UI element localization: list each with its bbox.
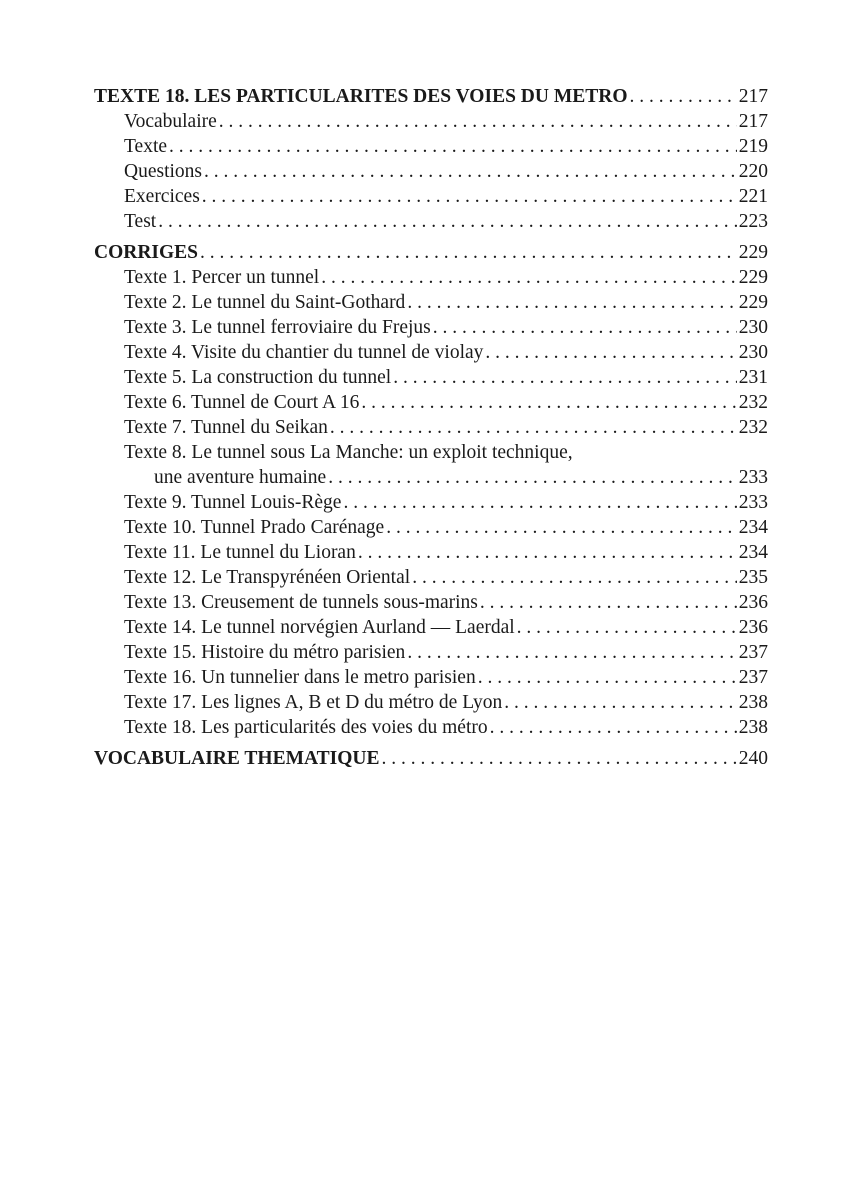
toc-entry-corrige-8-continued [94,465,768,490]
dot-leader [407,640,736,665]
toc-entry-page: 230 [738,342,768,363]
toc-entry-label: Texte 15. Histoire du métro parisien [124,642,406,663]
dot-leader [480,590,737,615]
toc-entry-corrige-5 [94,365,768,390]
toc-entry-label: Texte 1. Percer un tunnel [124,267,320,288]
toc-entry-label: VOCABULAIRE THEMATIQUE [94,748,380,769]
dot-leader [158,209,737,234]
dot-leader [433,315,737,340]
toc-entry-label: Questions [124,161,202,182]
dot-leader [343,490,736,515]
toc-entry-label: Texte 10. Tunnel Prado Carénage [124,517,385,538]
toc-entry-page: 220 [738,161,768,182]
dot-leader [361,390,736,415]
toc-entry-label: Texte 11. Le tunnel du Lioran [124,542,356,563]
toc-entry-label: Texte 6. Tunnel de Court A 16 [124,392,360,413]
toc-entry-label: Exercices [124,186,200,207]
toc-entry-corrige-13 [94,590,768,615]
toc-entry-label: Texte 17. Les lignes A, B et D du métro de Lyon [124,692,503,713]
dot-leader [219,109,737,134]
toc-entry-label: Texte 3. Le tunnel ferroviaire du Frejus [124,317,431,338]
dot-leader [358,540,737,565]
toc-entry-corrige-6 [94,390,768,415]
toc-entry-corrige-1 [94,265,768,290]
toc-entry-texte-18 [94,84,768,109]
dot-leader [169,134,737,159]
toc-entry-corrige-17 [94,690,768,715]
toc-entry-label: Texte 2. Le tunnel du Saint-Gothard [124,292,406,313]
toc-entry-page: 229 [738,242,768,263]
toc-entry-corrige-14 [94,615,768,640]
toc-entry-corrige-3 [94,315,768,340]
dot-leader [407,290,736,315]
toc-entry-questions [94,159,768,184]
toc-entry-page: 232 [738,392,768,413]
toc-entry-corrige-7 [94,415,768,440]
toc-entry-vocabulaire [94,109,768,134]
toc-entry-texte [94,134,768,159]
toc-entry-label: Texte 16. Un tunnelier dans le metro parisien [124,667,476,688]
toc-entry-corrige-2 [94,290,768,315]
toc-entry-page: 237 [738,667,768,688]
dot-leader [330,415,737,440]
toc-entry-page: 221 [738,186,768,207]
toc-entry-corrige-15 [94,640,768,665]
toc-entry-page: 238 [738,692,768,713]
toc-entry-label: Texte [124,136,168,157]
toc-entry-page: 229 [738,292,768,313]
dot-leader [504,690,736,715]
toc-entry-label: TEXTE 18. LES PARTICULARITES DES VOIES DU METRO [94,86,628,107]
toc-entry-corrige-9 [94,490,768,515]
toc-entry-page: 236 [738,617,768,638]
toc-entry-corrige-11 [94,540,768,565]
toc-entry-label: Texte 8. Le tunnel sous La Manche: un exploit technique, [124,442,573,463]
toc-entry-page: 230 [738,317,768,338]
dot-leader [200,240,737,265]
toc-entry-page: 234 [738,517,768,538]
table-of-contents [94,84,768,771]
toc-entry-vocabulaire-thematique [94,746,768,771]
toc-entry-corrige-8 [94,440,768,465]
toc-entry-label: Texte 7. Tunnel du Seikan [124,417,328,438]
toc-entry-label: Texte 5. La construction du tunnel [124,367,392,388]
toc-entry-corrige-12 [94,565,768,590]
toc-entry-page: 233 [738,467,768,488]
dot-leader [386,515,737,540]
toc-entry-page: 223 [738,211,768,232]
toc-entry-corrige-10 [94,515,768,540]
dot-leader [202,184,737,209]
toc-entry-label: Texte 9. Tunnel Louis-Rège [124,492,342,513]
toc-entry-page: 235 [738,567,768,588]
toc-entry-corriges [94,240,768,265]
dot-leader [321,265,737,290]
toc-entry-label: une aventure humaine [154,467,327,488]
toc-entry-label: Texte 4. Visite du chantier du tunnel de violay [124,342,484,363]
toc-entry-label: Vocabulaire [124,111,217,132]
dot-leader [381,746,736,771]
dot-leader [630,84,737,109]
toc-entry-label: Texte 18. Les particularités des voies du métro [124,717,488,738]
toc-entry-label: Test [124,211,157,232]
toc-entry-page: 219 [738,136,768,157]
toc-entry-page: 237 [738,642,768,663]
dot-leader [517,615,737,640]
dot-leader [393,365,737,390]
toc-entry-label: Texte 13. Creusement de tunnels sous-marins [124,592,478,613]
toc-entry-page: 231 [738,367,768,388]
toc-entry-exercices [94,184,768,209]
toc-entry-label: Texte 12. Le Transpyrénéen Oriental [124,567,411,588]
toc-entry-label: Texte 14. Le tunnel norvégien Aurland — Laerdal [124,617,515,638]
dot-leader [490,715,737,740]
toc-entry-page: 217 [738,111,768,132]
toc-entry-test [94,209,768,234]
dot-leader [204,159,737,184]
toc-entry-label: CORRIGES [94,242,199,263]
toc-entry-page: 238 [738,717,768,738]
dot-leader [328,465,737,490]
dot-leader [412,565,737,590]
toc-entry-corrige-18 [94,715,768,740]
toc-entry-page: 229 [738,267,768,288]
toc-entry-page: 236 [738,592,768,613]
toc-entry-page: 233 [738,492,768,513]
toc-entry-corrige-16 [94,665,768,690]
toc-entry-page: 232 [738,417,768,438]
toc-entry-page: 240 [738,748,768,769]
toc-entry-corrige-4 [94,340,768,365]
dot-leader [485,340,736,365]
dot-leader [478,665,737,690]
toc-entry-page: 217 [738,86,768,107]
toc-entry-page: 234 [738,542,768,563]
